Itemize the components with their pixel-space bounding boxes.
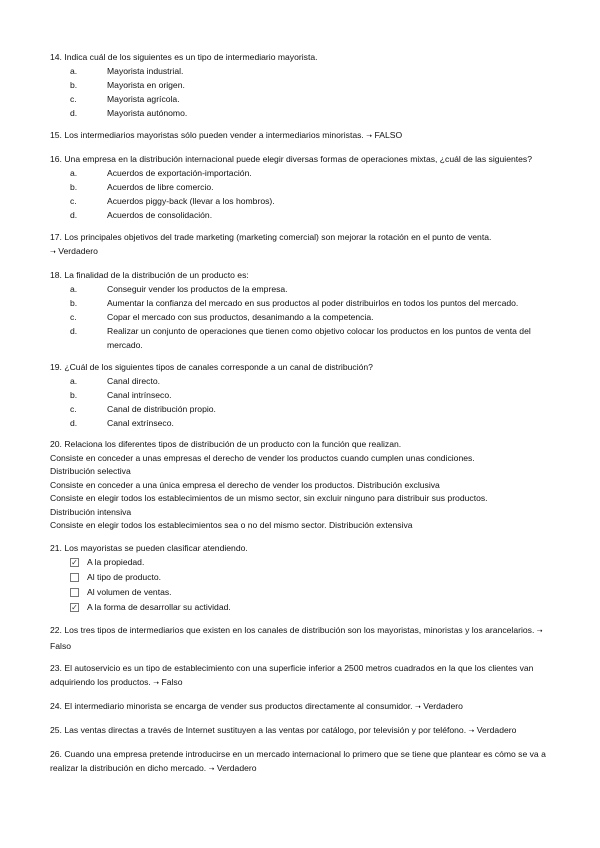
question-20 bbox=[50, 438, 555, 533]
checkbox-label: A la propiedad. bbox=[87, 556, 145, 567]
question-text: 14. Indica cuál de los siguientes es un tipo de intermediario mayorista. bbox=[50, 52, 318, 62]
option-letter: b. bbox=[70, 80, 78, 90]
option-item bbox=[50, 64, 555, 78]
option-item bbox=[50, 416, 555, 430]
question-21 bbox=[50, 541, 555, 615]
option-text: Canal directo. bbox=[107, 376, 161, 386]
option-item bbox=[50, 310, 555, 324]
option-text: Canal intrínseco. bbox=[107, 390, 172, 400]
checkbox-empty-icon[interactable] bbox=[70, 573, 79, 582]
checkbox-option bbox=[50, 570, 555, 585]
option-letter: a. bbox=[70, 376, 78, 386]
question-text: 26. Cuando una empresa pretende introducirse en un mercado internacional lo primero que se tiene que plantear es cómo se va a realizar la distribución en dicho mercado. bbox=[50, 748, 546, 773]
option-text: Acuerdos piggy-back (llevar a los hombros). bbox=[107, 196, 275, 206]
option-text: Realizar un conjunto de operaciones que tienen como objetivo colocar los productos en los puntos de venta del mercado. bbox=[107, 326, 531, 350]
checkbox-option bbox=[50, 585, 555, 600]
answer-text: Verdadero bbox=[216, 762, 257, 773]
option-item bbox=[50, 388, 555, 402]
answer-text: Verdadero bbox=[476, 724, 517, 735]
option-letter: a. bbox=[70, 66, 78, 76]
option-item bbox=[50, 106, 555, 120]
arrow-icon: ➝ bbox=[153, 679, 160, 687]
option-text: Conseguir vender los productos de la empresa. bbox=[107, 284, 288, 294]
option-item bbox=[50, 166, 555, 180]
option-text: Mayorista en origen. bbox=[107, 80, 185, 90]
question-25 bbox=[50, 723, 555, 739]
options-list bbox=[50, 282, 555, 352]
document-page bbox=[50, 50, 555, 785]
option-item bbox=[50, 282, 555, 296]
option-item bbox=[50, 78, 555, 92]
checkbox-label: Al volumen de ventas. bbox=[87, 586, 172, 597]
options-list bbox=[50, 374, 555, 430]
checkbox-option bbox=[50, 555, 555, 570]
question-16 bbox=[50, 152, 555, 222]
checkbox-label: A la forma de desarrollar su actividad. bbox=[87, 601, 231, 612]
option-item bbox=[50, 296, 555, 310]
option-letter: c. bbox=[70, 196, 77, 206]
answer-text: FALSO bbox=[374, 130, 403, 140]
option-item bbox=[50, 180, 555, 194]
question-19 bbox=[50, 360, 555, 430]
question-17 bbox=[50, 230, 555, 260]
question-26 bbox=[50, 747, 555, 777]
arrow-icon: ➝ bbox=[208, 765, 215, 773]
question-text: 19. ¿Cuál de los siguientes tipos de canales corresponde a un canal de distribución? bbox=[50, 362, 373, 372]
option-item bbox=[50, 208, 555, 222]
checkbox-empty-icon[interactable] bbox=[70, 588, 79, 597]
answer-text: Verdadero bbox=[423, 700, 463, 711]
question-24 bbox=[50, 699, 555, 715]
question-text: 18. La finalidad de la distribución de un producto es: bbox=[50, 270, 249, 280]
option-letter: b. bbox=[70, 390, 78, 400]
option-letter: b. bbox=[70, 298, 78, 308]
checkbox-label: Al tipo de producto. bbox=[87, 571, 162, 582]
option-item bbox=[50, 374, 555, 388]
question-text: 22. Los tres tipos de intermediarios que existen en los canales de distribución son los mayoristas, minoristas y los arancelarios. bbox=[50, 624, 535, 635]
arrow-icon: ➝ bbox=[414, 703, 421, 711]
option-letter: d. bbox=[70, 108, 78, 118]
question-text: 21. Los mayoristas se pueden clasificar atendiendo. bbox=[50, 542, 248, 553]
option-letter: d. bbox=[70, 326, 78, 336]
question-22 bbox=[50, 623, 555, 653]
match-line: Distribución selectiva bbox=[50, 466, 131, 476]
arrow-icon: ➝ bbox=[536, 627, 543, 635]
question-text: 16. Una empresa en la distribución internacional puede elegir diversas formas de operaciones mixtas, ¿cuál de las siguientes? bbox=[50, 154, 532, 164]
option-letter: c. bbox=[70, 94, 77, 104]
checkbox-option bbox=[50, 600, 555, 615]
match-line: Distribución intensiva bbox=[50, 506, 132, 517]
options-list bbox=[50, 166, 555, 222]
question-text: 24. El intermediario minorista se encarga de vender sus productos directamente al consumidor. bbox=[50, 700, 413, 711]
option-text: Mayorista industrial. bbox=[107, 66, 184, 76]
option-item bbox=[50, 402, 555, 416]
question-text: 20. Relaciona los diferentes tipos de distribución de un producto con la función que realizan. bbox=[50, 439, 402, 449]
option-letter: b. bbox=[70, 182, 78, 192]
question-text: 15. Los intermediarios mayoristas sólo pueden vender a intermediarios minoristas. bbox=[50, 130, 364, 140]
option-item bbox=[50, 194, 555, 208]
option-letter: c. bbox=[70, 312, 77, 322]
question-text: 23. El autoservicio es un tipo de establecimiento con una superficie inferior a 2500 metros cuadrados en la que los clientes van adquiriendo los productos. bbox=[50, 662, 534, 687]
match-line: Consiste en conceder a unas empresas el derecho de vender los productos cuando cumplen unas condiciones. bbox=[50, 452, 475, 463]
option-letter: d. bbox=[70, 418, 78, 428]
option-item bbox=[50, 92, 555, 106]
question-text: 25. Las ventas directas a través de Internet sustituyen a las ventas por catálogo, por televisión y por teléfono. bbox=[50, 724, 467, 735]
match-line: Consiste en elegir todos los establecimientos sea o no del mismo sector. Distribución extensiva bbox=[50, 520, 413, 530]
option-text: Copar el mercado con sus productos, desanimando a la competencia. bbox=[107, 312, 374, 322]
match-line: Consiste en elegir todos los establecimientos de un mismo sector, sin excluir ninguno para distribuir sus productos. bbox=[50, 493, 488, 503]
arrow-icon: ➝ bbox=[50, 249, 56, 256]
match-line: Consiste en conceder a una única empresa el derecho de vender los productos. Distribución exclusiva bbox=[50, 479, 440, 490]
option-text: Acuerdos de libre comercio. bbox=[107, 182, 214, 192]
question-23 bbox=[50, 661, 555, 691]
option-letter: d. bbox=[70, 210, 78, 220]
option-letter: a. bbox=[70, 168, 78, 178]
question-text: 17. Los principales objetivos del trade marketing (marketing comercial) son mejorar la rotación en el punto de venta. bbox=[50, 232, 492, 242]
option-text: Canal de distribución propio. bbox=[107, 404, 216, 414]
question-18 bbox=[50, 268, 555, 352]
arrow-icon: ➝ bbox=[468, 727, 475, 735]
question-15 bbox=[50, 128, 555, 144]
option-letter: a. bbox=[70, 284, 78, 294]
option-text: Mayorista autónomo. bbox=[107, 108, 188, 118]
option-letter: c. bbox=[70, 404, 77, 414]
answer-text: Falso bbox=[161, 676, 183, 687]
answer-text: Falso bbox=[50, 640, 72, 651]
checkbox-checked-icon[interactable]: ✓ bbox=[71, 557, 78, 567]
option-item bbox=[50, 324, 555, 352]
option-text: Acuerdos de consolidación. bbox=[107, 210, 213, 220]
question-14 bbox=[50, 50, 555, 120]
option-text: Acuerdos de exportación-importación. bbox=[107, 168, 252, 178]
arrow-icon: ➝ bbox=[366, 133, 373, 140]
option-text: Aumentar la confianza del mercado en sus productos al poder distribuirlos en todos los puntos del mercado. bbox=[107, 298, 519, 308]
options-list bbox=[50, 64, 555, 120]
checkbox-checked-icon[interactable]: ✓ bbox=[71, 602, 78, 612]
option-text: Mayorista agrícola. bbox=[107, 94, 180, 104]
option-text: Canal extrínseco. bbox=[107, 418, 174, 428]
answer-text: Verdadero bbox=[58, 246, 98, 256]
